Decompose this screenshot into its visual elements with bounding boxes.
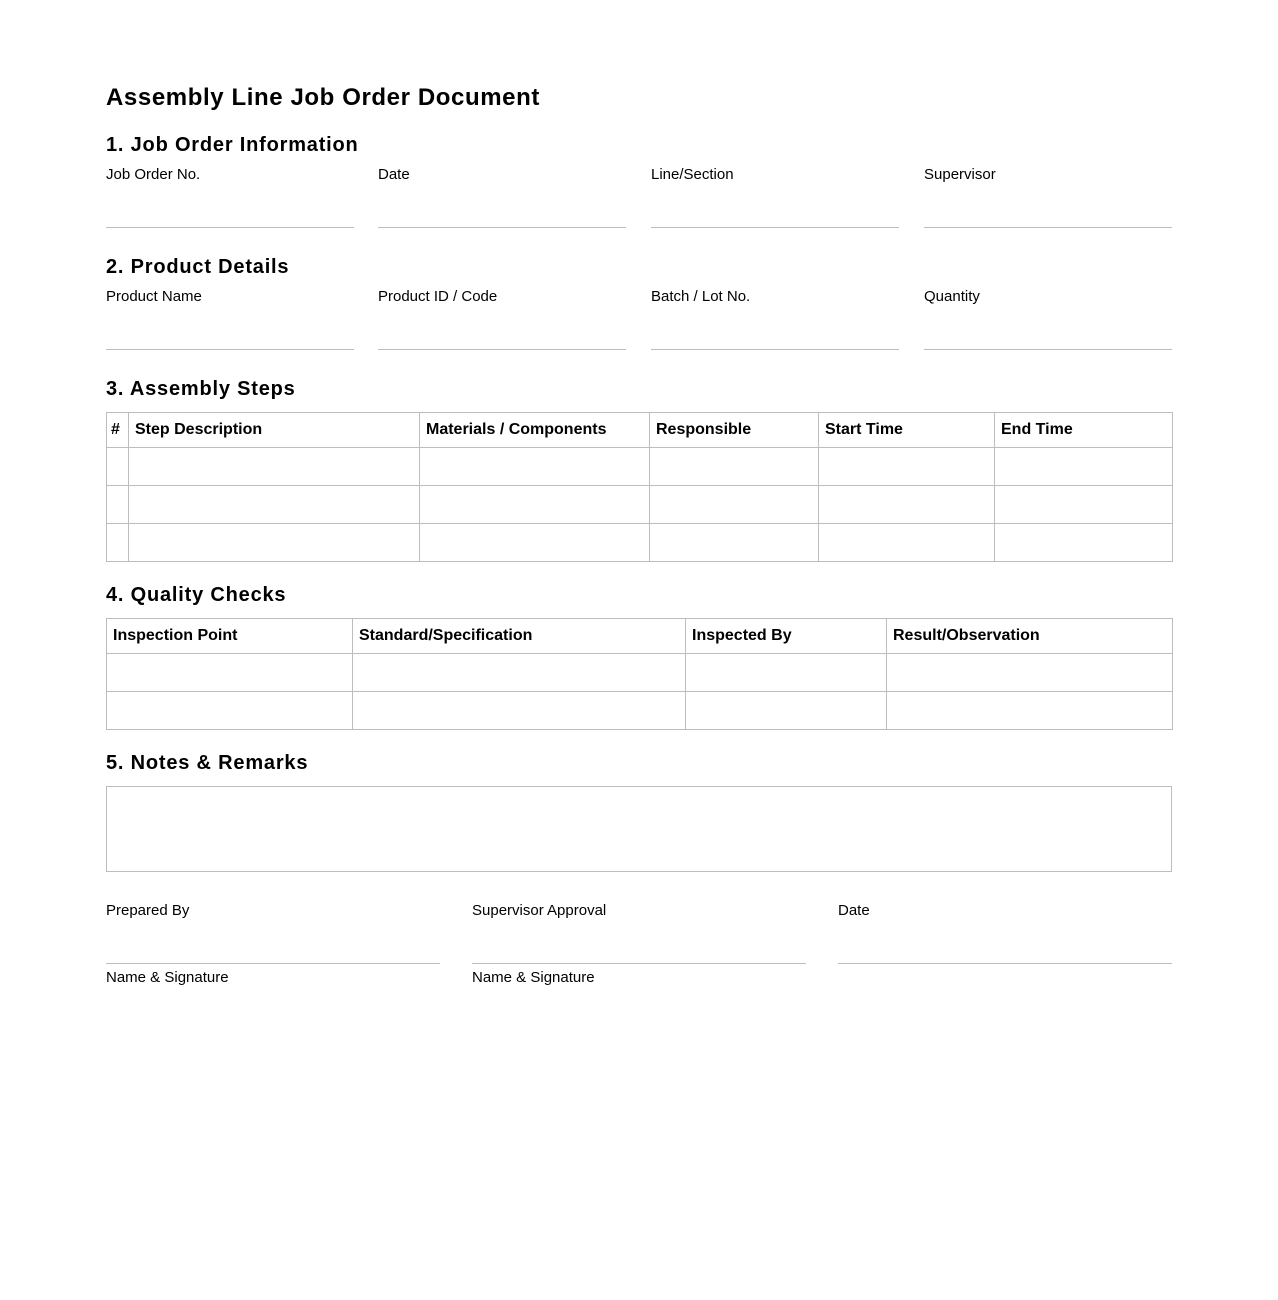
table-row bbox=[107, 486, 1173, 524]
product-id-field[interactable] bbox=[378, 288, 626, 350]
col-header-step-description: Step Description bbox=[129, 413, 420, 448]
supervisor-approval-line bbox=[472, 963, 806, 964]
col-header-start-time: Start Time bbox=[819, 413, 995, 448]
line-section-label: Line/Section bbox=[651, 166, 734, 183]
job-order-no-line bbox=[106, 227, 354, 228]
table-cell[interactable] bbox=[686, 692, 887, 730]
table-cell[interactable] bbox=[129, 524, 420, 562]
table-cell[interactable] bbox=[686, 654, 887, 692]
table-header-row bbox=[107, 619, 1173, 654]
table-cell[interactable] bbox=[420, 486, 650, 524]
section-title-product-details: 2. Product Details bbox=[106, 256, 290, 278]
job-order-no-field[interactable] bbox=[106, 166, 354, 228]
quality-checks-table bbox=[106, 618, 1173, 730]
supervisor-approval-sublabel: Name & Signature bbox=[472, 969, 595, 986]
col-header-inspected-by: Inspected By bbox=[686, 619, 887, 654]
table-cell[interactable] bbox=[819, 448, 995, 486]
supervisor-line bbox=[924, 227, 1172, 228]
table-cell[interactable] bbox=[887, 654, 1173, 692]
supervisor-approval-label: Supervisor Approval bbox=[472, 902, 607, 919]
product-name-label: Product Name bbox=[106, 288, 202, 305]
section-title-job-order: 1. Job Order Information bbox=[106, 134, 359, 156]
date-line bbox=[378, 227, 626, 228]
col-header-end-time: End Time bbox=[995, 413, 1173, 448]
table-row bbox=[107, 692, 1173, 730]
product-fields bbox=[106, 288, 1172, 350]
col-header-standard-specification: Standard/Specification bbox=[353, 619, 686, 654]
section-title-assembly-steps: 3. Assembly Steps bbox=[106, 378, 296, 400]
table-cell[interactable] bbox=[107, 654, 353, 692]
product-name-field[interactable] bbox=[106, 288, 354, 350]
signature-date-label: Date bbox=[838, 902, 870, 919]
supervisor-approval-signature[interactable] bbox=[472, 902, 806, 992]
product-id-line bbox=[378, 349, 626, 350]
table-cell[interactable] bbox=[107, 486, 129, 524]
table-cell[interactable] bbox=[353, 692, 686, 730]
table-cell[interactable] bbox=[353, 654, 686, 692]
table-cell[interactable] bbox=[995, 524, 1173, 562]
col-header-inspection-point: Inspection Point bbox=[107, 619, 353, 654]
table-cell[interactable] bbox=[887, 692, 1173, 730]
quantity-field[interactable] bbox=[924, 288, 1172, 350]
batch-lot-line bbox=[651, 349, 899, 350]
table-row bbox=[107, 448, 1173, 486]
table-row bbox=[107, 654, 1173, 692]
col-header-materials: Materials / Components bbox=[420, 413, 650, 448]
section-title-quality-checks: 4. Quality Checks bbox=[106, 584, 287, 606]
table-cell[interactable] bbox=[107, 524, 129, 562]
document-title: Assembly Line Job Order Document bbox=[106, 84, 540, 111]
prepared-by-sublabel: Name & Signature bbox=[106, 969, 229, 986]
table-cell[interactable] bbox=[107, 448, 129, 486]
product-name-line bbox=[106, 349, 354, 350]
signature-date[interactable] bbox=[838, 902, 1172, 992]
line-section-field[interactable] bbox=[651, 166, 899, 228]
table-cell[interactable] bbox=[129, 448, 420, 486]
product-id-label: Product ID / Code bbox=[378, 288, 498, 305]
batch-lot-label: Batch / Lot No. bbox=[651, 288, 751, 305]
batch-lot-field[interactable] bbox=[651, 288, 899, 350]
supervisor-label: Supervisor bbox=[924, 166, 996, 183]
prepared-by-signature[interactable] bbox=[106, 902, 440, 992]
table-cell[interactable] bbox=[650, 524, 819, 562]
signature-date-line bbox=[838, 963, 1172, 964]
job-order-no-label: Job Order No. bbox=[106, 166, 201, 183]
table-cell[interactable] bbox=[420, 524, 650, 562]
job-order-fields bbox=[106, 166, 1172, 228]
section-title-notes: 5. Notes & Remarks bbox=[106, 752, 309, 774]
table-cell[interactable] bbox=[819, 486, 995, 524]
col-header-result-observation: Result/Observation bbox=[887, 619, 1173, 654]
table-cell[interactable] bbox=[650, 486, 819, 524]
col-header-number: # bbox=[107, 413, 129, 448]
table-header-row bbox=[107, 413, 1173, 448]
quantity-line bbox=[924, 349, 1172, 350]
line-section-line bbox=[651, 227, 899, 228]
table-cell[interactable] bbox=[819, 524, 995, 562]
table-cell[interactable] bbox=[107, 692, 353, 730]
table-cell[interactable] bbox=[995, 448, 1173, 486]
table-cell[interactable] bbox=[420, 448, 650, 486]
table-row bbox=[107, 524, 1173, 562]
quantity-label: Quantity bbox=[924, 288, 980, 305]
prepared-by-line bbox=[106, 963, 440, 964]
date-label: Date bbox=[378, 166, 410, 183]
assembly-steps-table bbox=[106, 412, 1173, 562]
date-field[interactable] bbox=[378, 166, 626, 228]
table-cell[interactable] bbox=[995, 486, 1173, 524]
supervisor-field[interactable] bbox=[924, 166, 1172, 228]
table-cell[interactable] bbox=[650, 448, 819, 486]
table-cell[interactable] bbox=[129, 486, 420, 524]
prepared-by-label: Prepared By bbox=[106, 902, 190, 919]
col-header-responsible: Responsible bbox=[650, 413, 819, 448]
notes-textarea[interactable] bbox=[106, 786, 1172, 872]
